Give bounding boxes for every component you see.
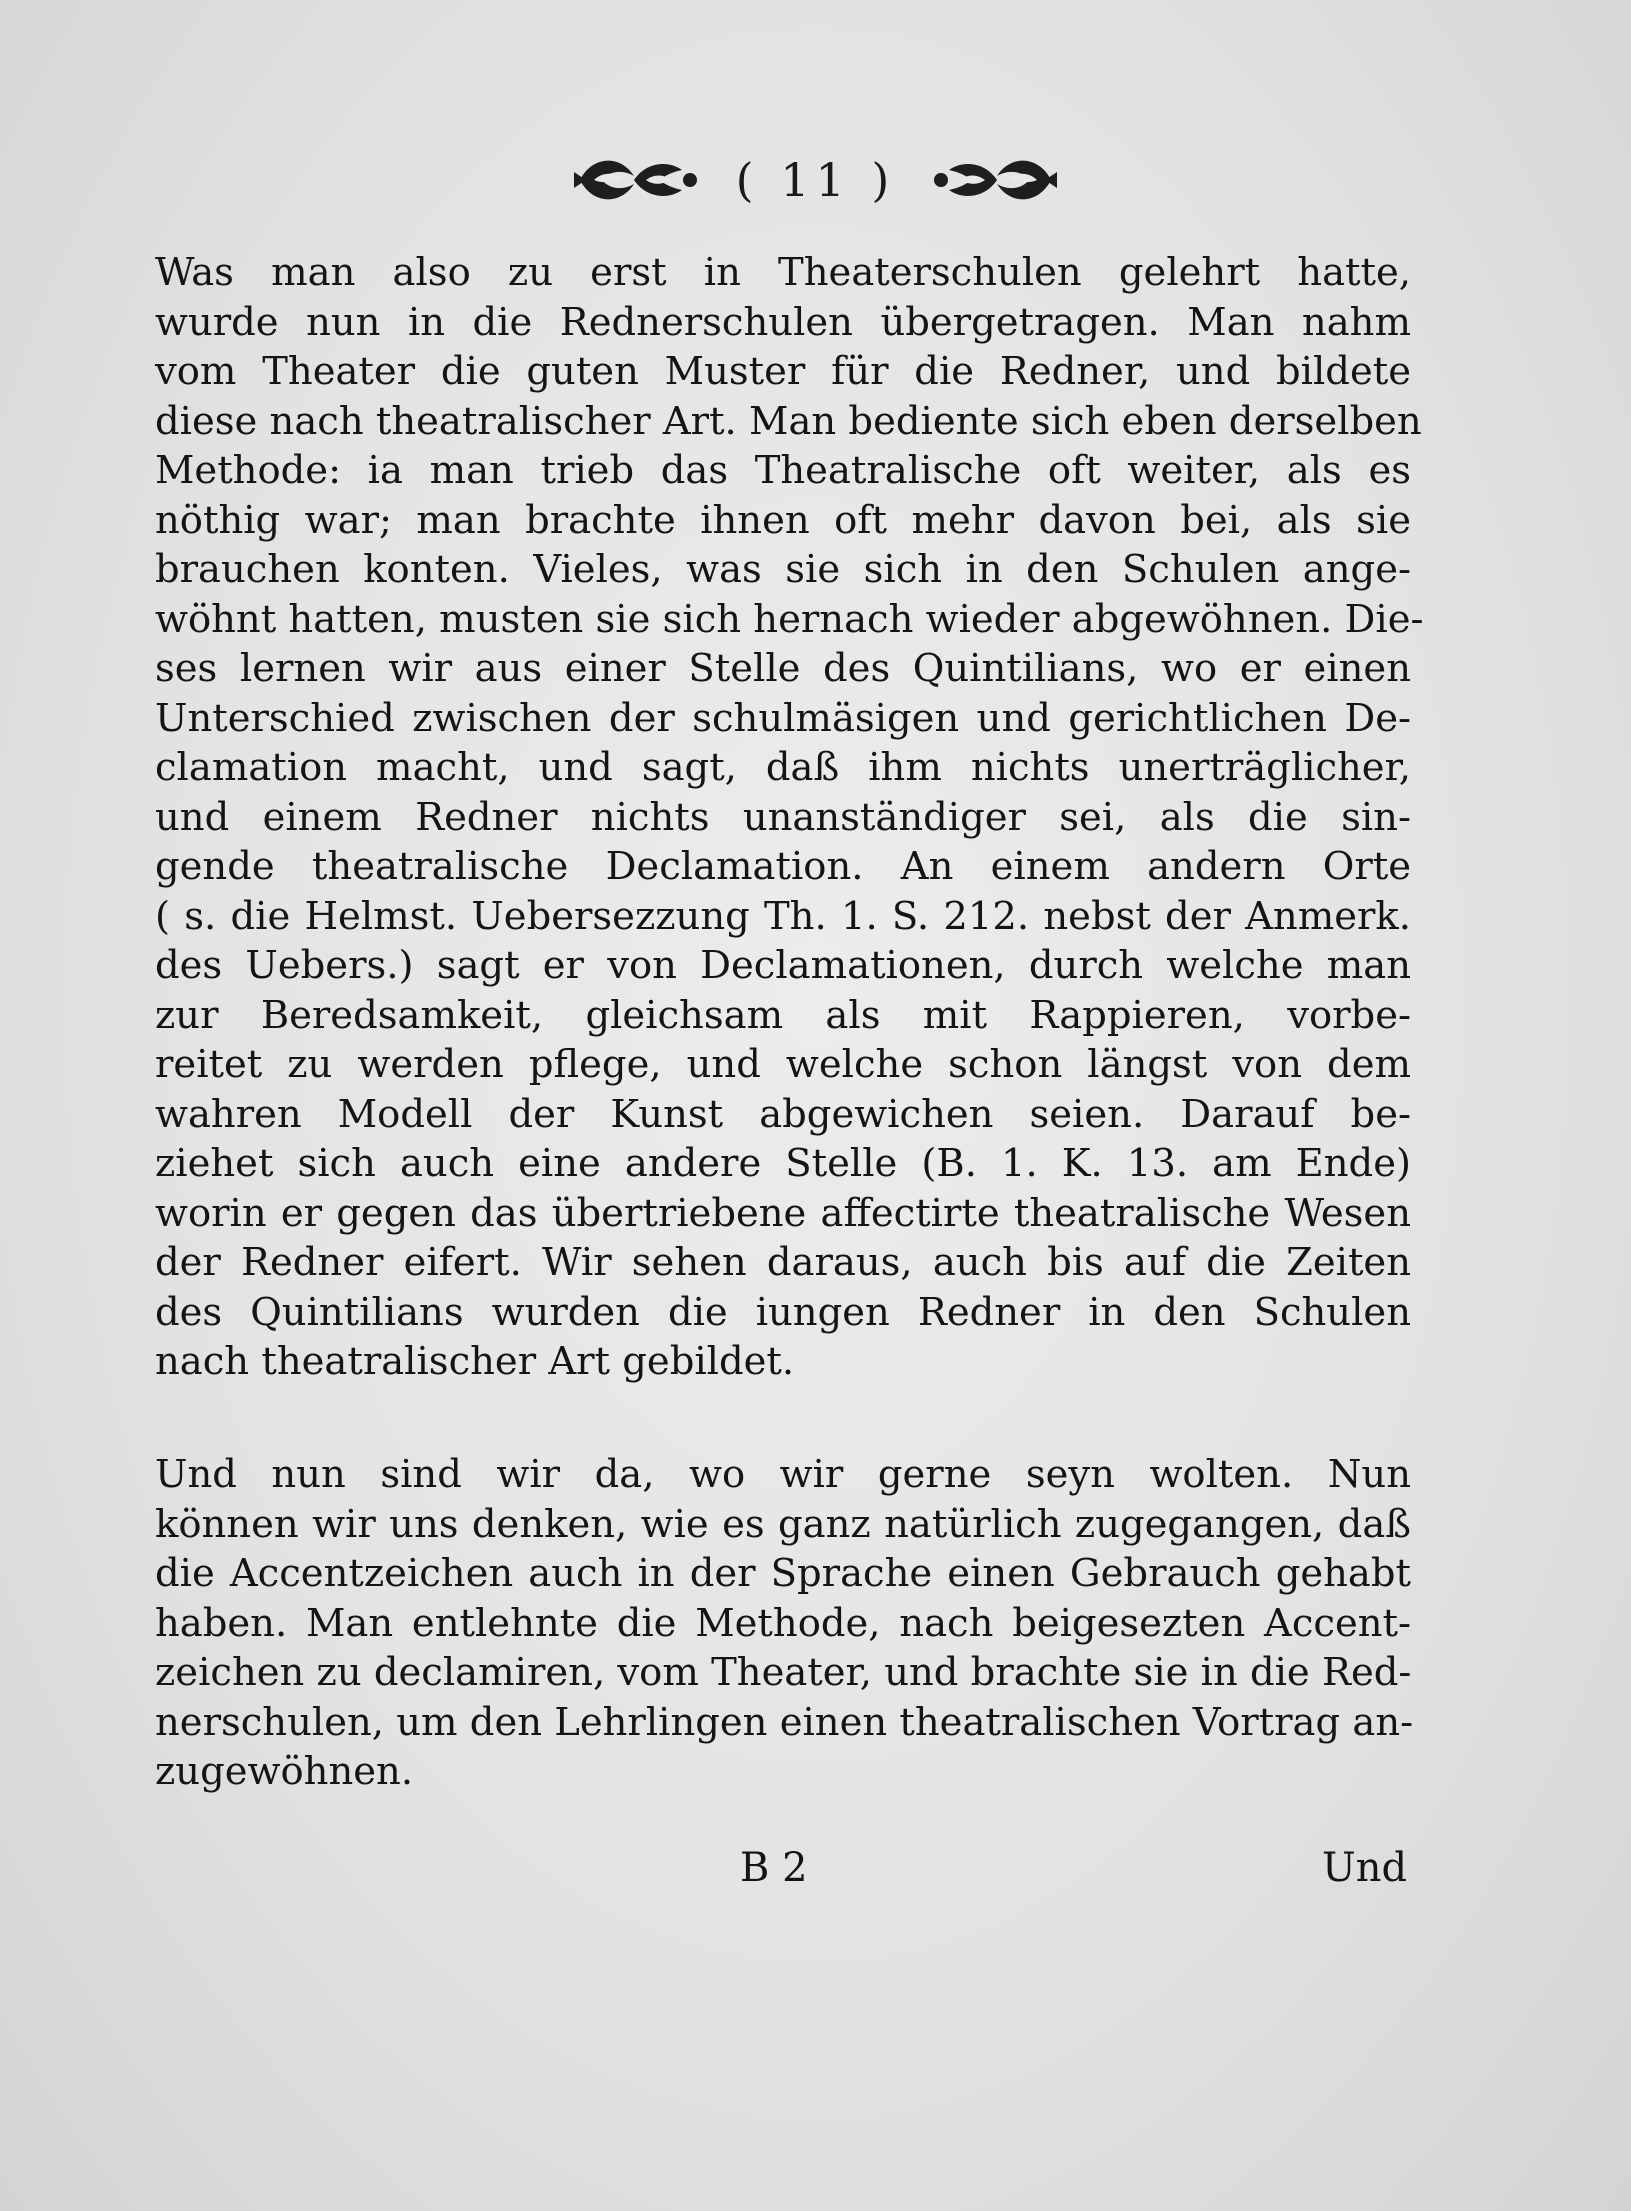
signature-mark: B 2 <box>740 1845 808 1891</box>
text-line: des Quintilians wurden die iungen Redner in den Schulen <box>155 1289 1411 1335</box>
text-line: zeichen zu declamiren, vom Theater, und brachte sie in die Red- <box>155 1650 1412 1695</box>
text-line: der Redner eifert. Wir sehen daraus, auch bis auf die Zeiten <box>155 1240 1411 1285</box>
text-line: clamation macht, und sagt, daß ihm nichts unerträglicher, <box>155 745 1411 790</box>
page-header <box>0 140 1631 220</box>
text-line: reitet zu werden pflege, und welche schon längst von dem <box>155 1042 1411 1087</box>
text-line: worin er gegen das übertriebene affectirte theatralische Wesen <box>155 1190 1411 1236</box>
text-line: Und nun sind wir da, wo wir gerne seyn wolten. Nun <box>155 1452 1411 1497</box>
text-line: können wir uns denken, wie es ganz natürlich zugegangen, daß <box>155 1501 1411 1547</box>
text-line: nöthig war; man brachte ihnen oft mehr davon bei, als sie <box>155 497 1411 543</box>
text-line: ses lernen wir aus einer Stelle des Quintilians, wo er einen <box>155 646 1411 691</box>
paragraph-2 <box>155 1450 1414 1797</box>
text-line: wurde nun in die Rednerschulen übergetragen. Man nahm <box>155 299 1411 345</box>
text-line: des Uebers.) sagt er von Declamationen, durch welche man <box>155 943 1411 988</box>
text-line: und einem Redner nichts unanständiger sei, als die sin- <box>155 794 1411 840</box>
text-line: die Accentzeichen auch in der Sprache einen Gebrauch gehabt <box>155 1551 1411 1596</box>
text-line: ( s. die Helmst. Uebersezzung Th. 1. S. 212. nebst der Anmerk. <box>155 893 1411 939</box>
catchword: Und <box>1322 1845 1408 1891</box>
right-ornament-icon <box>929 150 1059 210</box>
text-line: Was man also zu erst in Theaterschulen gelehrt hatte, <box>155 250 1411 295</box>
text-line: nach theatralischer Art gebildet. <box>155 1339 795 1384</box>
page-number: ( 11 ) <box>735 153 896 207</box>
text-line: diese nach theatralischer Art. Man bediente sich eben derselben <box>155 398 1422 444</box>
text-line: wahren Modell der Kunst abgewichen seien. Darauf be- <box>155 1091 1411 1137</box>
text-line: vom Theater die guten Muster für die Redner, und bildete <box>155 349 1411 394</box>
text-line: haben. Man entlehnte die Methode, nach beigesezten Accent- <box>155 1600 1411 1646</box>
text-line: nerschulen, um den Lehrlingen einen theatralischen Vortrag an- <box>155 1699 1414 1745</box>
text-line: gende theatralische Declamation. An einem andern Orte <box>155 844 1411 889</box>
text-line: brauchen konten. Vieles, was sie sich in den Schulen ange- <box>155 547 1411 592</box>
left-ornament-icon <box>572 150 702 210</box>
text-line: Unterschied zwischen der schulmäsigen und gerichtlichen De- <box>155 695 1411 741</box>
text-line: Methode: ia man trieb das Theatralische oft weiter, als es <box>155 448 1411 493</box>
text-line: wöhnt hatten, musten sie sich hernach wieder abgewöhnen. Die- <box>155 596 1424 642</box>
text-line: ziehet sich auch eine andere Stelle (B. 1. K. 13. am Ende) <box>155 1141 1411 1186</box>
page-footer <box>0 1845 1631 1905</box>
text-line: zur Beredsamkeit, gleichsam als mit Rappieren, vorbe- <box>155 992 1411 1038</box>
text-line: zugewöhnen. <box>155 1749 414 1794</box>
paragraph-1 <box>155 248 1424 1387</box>
